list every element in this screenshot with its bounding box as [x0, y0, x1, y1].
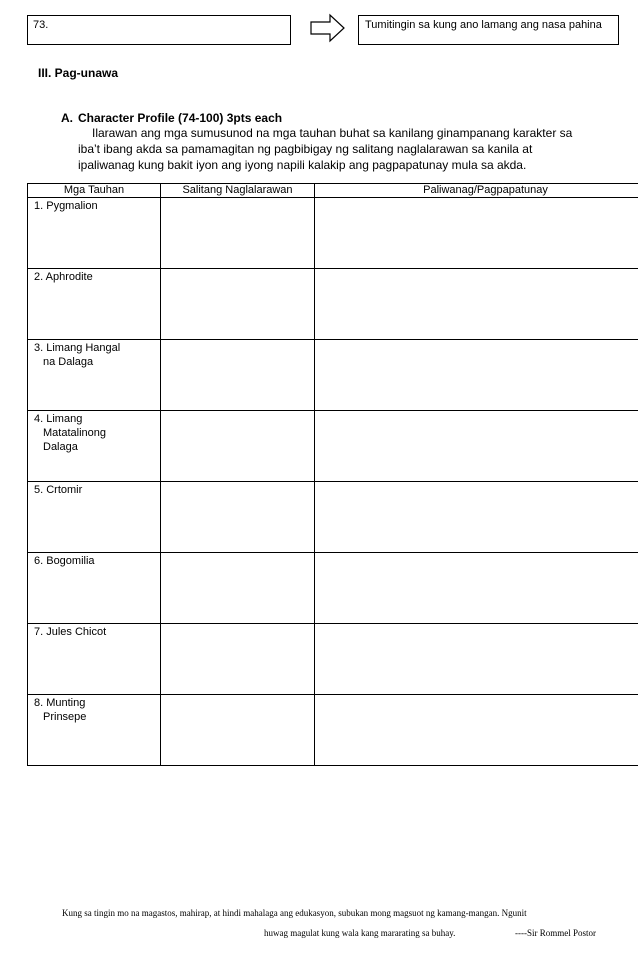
character-name: 4. Limang	[34, 413, 83, 425]
table-row	[28, 553, 638, 624]
character-name: 3. Limang Hangal	[34, 342, 121, 354]
description-answer-cell[interactable]	[161, 198, 315, 269]
instructions	[78, 125, 598, 173]
instruction-line: iba’t ibang akda sa pamamagitan ng pagbibigay ng salitang naglalarawan sa kanila at	[78, 142, 533, 156]
explanation-answer-cell[interactable]	[315, 340, 638, 411]
character-cell	[28, 340, 161, 411]
character-cell	[28, 269, 161, 340]
character-name: 1. Pygmalion	[34, 200, 98, 212]
table-row	[28, 340, 638, 411]
table-row	[28, 482, 638, 553]
note-text: Tumitingin sa kung ano lamang ang nasa pahina	[365, 19, 602, 31]
description-answer-cell[interactable]	[161, 340, 315, 411]
explanation-answer-cell[interactable]	[315, 269, 638, 340]
section-title: III. Pag-unawa	[38, 66, 119, 80]
quote-line-2: huwag magulat kung wala kang mararating sa buhay.	[264, 928, 456, 938]
explanation-answer-cell[interactable]	[315, 411, 638, 482]
instruction-line: Ilarawan ang mga sumusunod na mga tauhan buhat sa kanilang ginampanang karakter sa	[92, 126, 573, 140]
character-cell	[28, 624, 161, 695]
table-header-row	[28, 184, 638, 198]
table-row	[28, 198, 638, 269]
note-box	[358, 15, 619, 45]
character-profile-table	[27, 183, 638, 766]
instruction-line: ipaliwanag kung bakit iyon ang iyong napili kalakip ang pagpapatunay mula sa akda.	[78, 158, 527, 172]
subsection-heading: Character Profile (74-100) 3pts each	[78, 111, 283, 125]
character-name-cont: Dalaga	[43, 441, 78, 453]
character-cell	[28, 482, 161, 553]
explanation-answer-cell[interactable]	[315, 624, 638, 695]
table-row	[28, 695, 638, 766]
column-header-salita: Salitang Naglalarawan	[161, 184, 315, 198]
explanation-answer-cell[interactable]	[315, 482, 638, 553]
explanation-answer-cell[interactable]	[315, 198, 638, 269]
character-name-cont: na Dalaga	[43, 356, 94, 368]
column-header-tauhan: Mga Tauhan	[28, 184, 161, 198]
quote-author: ----Sir Rommel Postor	[515, 928, 596, 938]
character-name: 6. Bogomilia	[34, 555, 95, 567]
character-name: 8. Munting	[34, 697, 86, 709]
description-answer-cell[interactable]	[161, 269, 315, 340]
character-cell	[28, 695, 161, 766]
table-row	[28, 269, 638, 340]
character-name: 2. Aphrodite	[34, 271, 93, 283]
description-answer-cell[interactable]	[161, 553, 315, 624]
explanation-answer-cell[interactable]	[315, 695, 638, 766]
subsection-title	[61, 111, 282, 125]
character-cell	[28, 198, 161, 269]
character-name-cont: Matatalinong	[43, 427, 106, 439]
description-answer-cell[interactable]	[161, 624, 315, 695]
item-number: 73.	[33, 19, 49, 31]
character-name-cont: Prinsepe	[43, 711, 87, 723]
subsection-letter: A.	[61, 111, 73, 125]
description-answer-cell[interactable]	[161, 695, 315, 766]
character-name: 7. Jules Chicot	[34, 626, 107, 638]
description-answer-cell[interactable]	[161, 411, 315, 482]
quote-line-1: Kung sa tingin mo na magastos, mahirap, at hindi mahalaga ang edukasyon, subukan mong magsuot ng kamang-mangan. Ngunit	[62, 908, 527, 918]
description-answer-cell[interactable]	[161, 482, 315, 553]
table-row	[28, 411, 638, 482]
character-cell	[28, 411, 161, 482]
table-row	[28, 624, 638, 695]
right-arrow-icon	[310, 13, 346, 43]
character-cell	[28, 553, 161, 624]
item-number-box	[27, 15, 291, 45]
explanation-answer-cell[interactable]	[315, 553, 638, 624]
character-name: 5. Crtomir	[34, 484, 83, 496]
column-header-paliwanag: Paliwanag/Pagpapatunay	[315, 184, 638, 198]
